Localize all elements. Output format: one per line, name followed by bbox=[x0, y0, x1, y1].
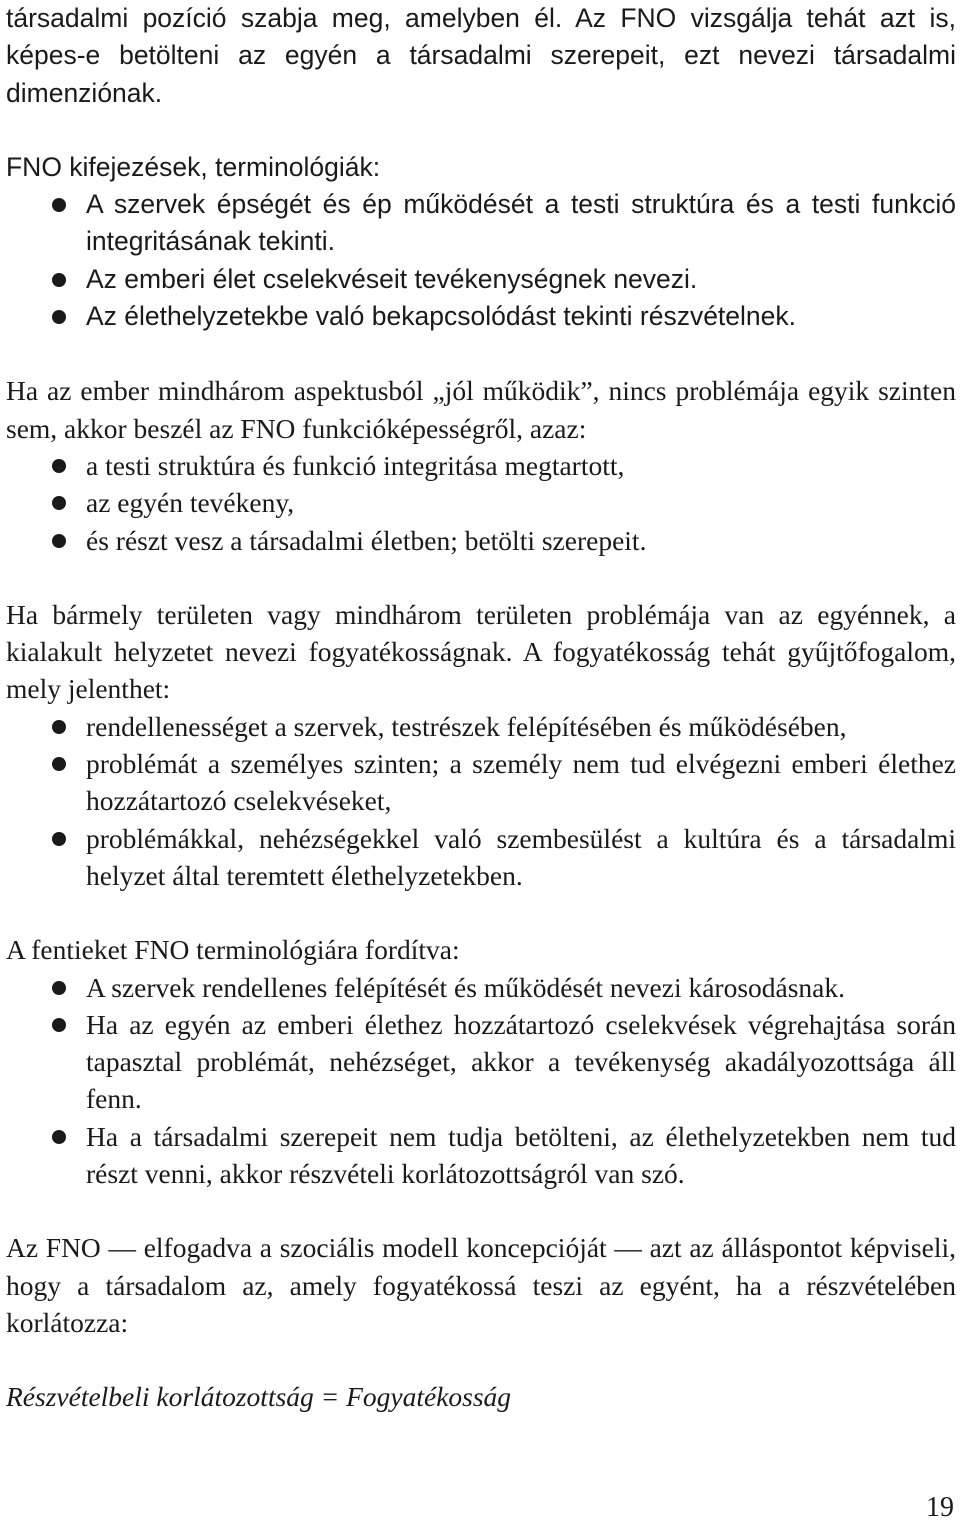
intro-paragraph: társadalmi pozíció szabja meg, amelyben él. Az FNO vizsgálja tehát azt is, képes-e betölteni az egyén a társadalmi szerepeit, ezt nevezi társadalmi dimenziónak. bbox=[6, 3, 956, 108]
translation-item-text: A szervek rendellenes felépítését és működését nevezi károsodásnak. bbox=[86, 971, 846, 1003]
page-number: 19 bbox=[926, 1492, 954, 1523]
bullet-icon bbox=[52, 832, 66, 846]
translation-item-text: Ha a társadalmi szerepeit nem tudja betölteni, az élethelyzetekben nem tud részt venni, akkor részvételi korlátozottságról van szó. bbox=[86, 1120, 956, 1190]
paragraph-gap bbox=[6, 1341, 956, 1378]
paragraph-gap bbox=[6, 894, 956, 931]
paragraph-gap bbox=[6, 112, 956, 149]
translation-list bbox=[6, 969, 956, 1193]
functioning-item bbox=[6, 447, 956, 484]
paragraph-gap bbox=[6, 335, 956, 372]
functioning-item bbox=[6, 484, 956, 521]
functioning-item bbox=[6, 522, 956, 559]
functioning-item-text: az egyén tevékeny, bbox=[86, 487, 295, 519]
bullet-icon bbox=[52, 720, 66, 734]
paragraph-gap bbox=[6, 559, 956, 596]
bullet-icon bbox=[52, 198, 66, 212]
translation-item bbox=[6, 1118, 956, 1193]
social-model-paragraph: Az FNO — elfogadva a szociális modell koncepcióját — azt az álláspontot képviseli, hogy a társadalom az, amely fogyatékossá teszi az egyént, ha a részvételében korlátozza: bbox=[6, 1232, 956, 1338]
document-page bbox=[6, 0, 956, 1416]
disability-list bbox=[6, 708, 956, 894]
bullet-icon bbox=[52, 757, 66, 771]
disability-item-text: problémát a személyes szinten; a személy nem tud elvégezni emberi élethez hozzátartozó cselekvéseket, bbox=[86, 748, 956, 817]
disability-item-text: problémákkal, nehézségekkel való szembesülést a kultúra és a társadalmi helyzet által teremtett élethelyzetekben. bbox=[86, 822, 956, 891]
translation-item-text: Ha az egyén az emberi élethez hozzátartozó cselekvések végrehajtása során tapasztal problémát, nehézséget, akkor a tevékenység akadályozottsága áll fenn. bbox=[86, 1008, 956, 1115]
translation-item bbox=[6, 969, 956, 1006]
disability-paragraph: Ha bármely területen vagy mindhárom területen problémája van az egyénnek, a kialakult helyzetet nevezi fogyatékosságnak. A fogyatékosság tehát gyűjtőfogalom, mely jelenthet: bbox=[6, 598, 956, 705]
terminology-item bbox=[6, 298, 956, 335]
terminology-item-text: A szervek épségét és ép működését a testi struktúra és a testi funkció integritásának tekinti. bbox=[86, 189, 956, 257]
disability-item-text: rendellenességet a szervek, testrészek felépítésében és működésében, bbox=[86, 710, 847, 742]
terminology-list bbox=[6, 186, 956, 335]
bullet-icon bbox=[52, 273, 66, 287]
bullet-icon bbox=[52, 1018, 66, 1032]
paragraph-gap bbox=[6, 1192, 956, 1229]
bullet-icon bbox=[52, 981, 66, 995]
terminology-item bbox=[6, 186, 956, 261]
functioning-list bbox=[6, 447, 956, 559]
bullet-icon bbox=[52, 534, 66, 548]
bullet-icon bbox=[52, 496, 66, 510]
formula-line: Részvételbeli korlátozottság = Fogyatékosság bbox=[6, 1381, 512, 1413]
bullet-icon bbox=[52, 310, 66, 324]
terminology-item bbox=[6, 261, 956, 298]
translation-heading: A fentieket FNO terminológiára fordítva: bbox=[6, 934, 460, 966]
disability-item bbox=[6, 745, 956, 820]
terminology-heading: FNO kifejezések, terminológiák: bbox=[6, 151, 381, 182]
bullet-icon bbox=[52, 1130, 66, 1144]
bullet-icon bbox=[52, 459, 66, 473]
translation-item bbox=[6, 1006, 956, 1118]
functioning-item-text: a testi struktúra és funkció integritása megtartott, bbox=[86, 449, 625, 481]
functioning-paragraph: Ha az ember mindhárom aspektusból „jól működik”, nincs problémája egyik szinten sem, akkor beszél az FNO funkcióképességről, azaz: bbox=[6, 375, 956, 444]
terminology-item-text: Az emberi élet cselekvéseit tevékenységnek nevezi. bbox=[86, 263, 698, 294]
disability-item bbox=[6, 708, 956, 745]
disability-item bbox=[6, 820, 956, 895]
functioning-item-text: és részt vesz a társadalmi életben; betölti szerepeit. bbox=[86, 524, 647, 556]
terminology-item-text: Az élethelyzetekbe való bekapcsolódást tekinti részvételnek. bbox=[86, 301, 797, 332]
